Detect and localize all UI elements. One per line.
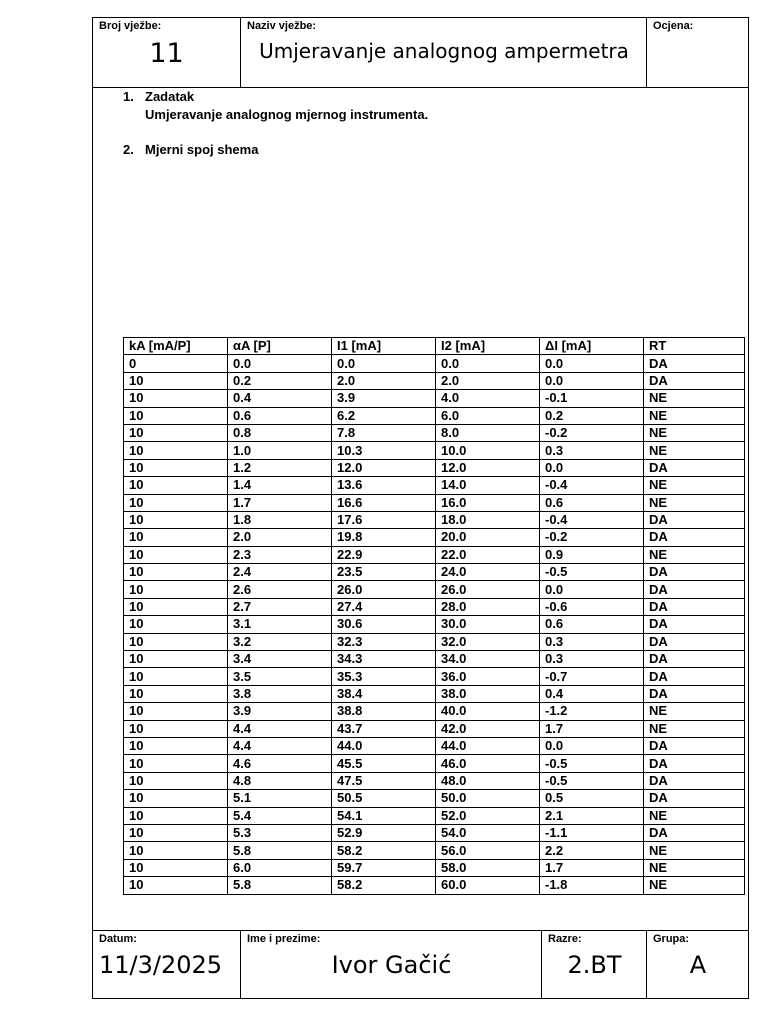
table-cell: -0.5 xyxy=(540,755,644,772)
header-row xyxy=(93,18,748,88)
worksheet-frame xyxy=(92,17,749,999)
table-cell: 3.2 xyxy=(228,633,332,650)
table-cell: 10 xyxy=(124,651,228,668)
ime-label: Ime i prezime: xyxy=(247,933,321,945)
table-cell: 3.8 xyxy=(228,685,332,702)
table-cell: 4.4 xyxy=(228,737,332,754)
table-row xyxy=(124,598,745,615)
column-header: ΔI [mA] xyxy=(540,338,644,355)
table-cell: -0.4 xyxy=(540,511,644,528)
table-cell: DA xyxy=(644,511,745,528)
table-cell: DA xyxy=(644,598,745,615)
table-cell: 1.0 xyxy=(228,442,332,459)
table-body xyxy=(124,355,745,894)
naziv-value: Umjeravanje analognog ampermetra xyxy=(259,39,629,63)
table-cell: 0.3 xyxy=(540,651,644,668)
table-row xyxy=(124,390,745,407)
table-cell: 45.5 xyxy=(332,755,436,772)
table-row xyxy=(124,807,745,824)
column-header: I2 [mA] xyxy=(436,338,540,355)
table-cell: 10 xyxy=(124,564,228,581)
table-cell: 10.0 xyxy=(436,442,540,459)
table-cell: DA xyxy=(644,633,745,650)
broj-label: Broj vježbe: xyxy=(99,20,162,32)
table-cell: 38.0 xyxy=(436,685,540,702)
table-cell: 10 xyxy=(124,720,228,737)
table-cell: 5.3 xyxy=(228,824,332,841)
table-cell: 10 xyxy=(124,685,228,702)
table-cell: 6.0 xyxy=(436,407,540,424)
table-cell: 13.6 xyxy=(332,477,436,494)
table-cell: 1.7 xyxy=(540,720,644,737)
table-cell: 3.4 xyxy=(228,651,332,668)
table-cell: 5.8 xyxy=(228,842,332,859)
table-cell: 10 xyxy=(124,407,228,424)
table-row xyxy=(124,703,745,720)
datum-cell xyxy=(93,931,240,999)
table-cell: NE xyxy=(644,407,745,424)
table-cell: 10 xyxy=(124,477,228,494)
ime-value: Ivor Gačić xyxy=(331,951,452,979)
table-cell: NE xyxy=(644,442,745,459)
table-cell: 0.0 xyxy=(540,581,644,598)
task-number: 1. xyxy=(123,89,134,104)
table-cell: NE xyxy=(644,546,745,563)
table-row xyxy=(124,668,745,685)
table-row xyxy=(124,529,745,546)
table-cell: 22.9 xyxy=(332,546,436,563)
table-cell: 47.5 xyxy=(332,772,436,789)
table-cell: 3.9 xyxy=(228,703,332,720)
table-row xyxy=(124,424,745,441)
grupa-label: Grupa: xyxy=(653,933,690,945)
table-cell: 30.6 xyxy=(332,616,436,633)
table-cell: DA xyxy=(644,581,745,598)
table-cell: NE xyxy=(644,703,745,720)
broj-cell xyxy=(93,18,240,87)
table-cell: 10 xyxy=(124,703,228,720)
table-cell: 24.0 xyxy=(436,564,540,581)
table-cell: DA xyxy=(644,685,745,702)
grupa-cell xyxy=(646,931,748,999)
table-row xyxy=(124,616,745,633)
table-row xyxy=(124,651,745,668)
table-row xyxy=(124,355,745,372)
table-cell: 0.6 xyxy=(540,616,644,633)
table-row xyxy=(124,477,745,494)
broj-value: 11 xyxy=(149,38,184,69)
task-number: 2. xyxy=(123,142,134,157)
table-cell: 23.5 xyxy=(332,564,436,581)
table-cell: DA xyxy=(644,651,745,668)
task-item xyxy=(123,89,428,122)
table-cell: 2.2 xyxy=(540,842,644,859)
table-cell: 0.4 xyxy=(228,390,332,407)
table-cell: 10 xyxy=(124,459,228,476)
table-cell: -0.2 xyxy=(540,529,644,546)
table-cell: 58.2 xyxy=(332,842,436,859)
table-cell: 10 xyxy=(124,737,228,754)
table-row xyxy=(124,407,745,424)
table-row xyxy=(124,564,745,581)
table-cell: DA xyxy=(644,790,745,807)
razred-cell xyxy=(541,931,646,999)
table-cell: 7.8 xyxy=(332,424,436,441)
table-cell: 32.0 xyxy=(436,633,540,650)
table-cell: 18.0 xyxy=(436,511,540,528)
table-cell: 10 xyxy=(124,824,228,841)
table-cell: 35.3 xyxy=(332,668,436,685)
table-cell: NE xyxy=(644,477,745,494)
table-cell: 16.0 xyxy=(436,494,540,511)
table-cell: NE xyxy=(644,877,745,894)
table-cell: 54.1 xyxy=(332,807,436,824)
table-cell: 2.6 xyxy=(228,581,332,598)
table-cell: 42.0 xyxy=(436,720,540,737)
table-cell: 10 xyxy=(124,598,228,615)
table-cell: 0.0 xyxy=(540,372,644,389)
table-cell: 26.0 xyxy=(436,581,540,598)
table-cell: 8.0 xyxy=(436,424,540,441)
table-cell: 2.0 xyxy=(436,372,540,389)
table-cell: 10 xyxy=(124,511,228,528)
table-row xyxy=(124,511,745,528)
table-row xyxy=(124,720,745,737)
table-cell: 10.3 xyxy=(332,442,436,459)
table-cell: 58.2 xyxy=(332,877,436,894)
datum-value: 11/3/2025 xyxy=(99,951,223,979)
table-cell: 28.0 xyxy=(436,598,540,615)
table-cell: 0.0 xyxy=(332,355,436,372)
table-cell: 0.0 xyxy=(228,355,332,372)
table-cell: 0.4 xyxy=(540,685,644,702)
datum-label: Datum: xyxy=(99,933,137,945)
table-cell: 52.9 xyxy=(332,824,436,841)
table-cell: 14.0 xyxy=(436,477,540,494)
table-cell: 10 xyxy=(124,616,228,633)
table-row xyxy=(124,824,745,841)
table-cell: NE xyxy=(644,859,745,876)
table-cell: 48.0 xyxy=(436,772,540,789)
table-cell: -0.4 xyxy=(540,477,644,494)
table-cell: 0.8 xyxy=(228,424,332,441)
table-cell: 59.7 xyxy=(332,859,436,876)
table-cell: DA xyxy=(644,529,745,546)
table-row xyxy=(124,372,745,389)
table-cell: DA xyxy=(644,564,745,581)
table-cell: 38.4 xyxy=(332,685,436,702)
table-row xyxy=(124,790,745,807)
table-cell: 44.0 xyxy=(436,737,540,754)
table-cell: 34.0 xyxy=(436,651,540,668)
table-row xyxy=(124,859,745,876)
ime-cell xyxy=(240,931,541,999)
table-cell: 0.0 xyxy=(540,459,644,476)
table-cell: 0.3 xyxy=(540,442,644,459)
table-cell: 0.0 xyxy=(436,355,540,372)
table-cell: 4.0 xyxy=(436,390,540,407)
task-text: Umjeravanje analognog mjernog instrumenta. xyxy=(145,107,429,122)
table-cell: DA xyxy=(644,772,745,789)
table-cell: 0 xyxy=(124,355,228,372)
table-cell: 0.2 xyxy=(540,407,644,424)
ocjena-label: Ocjena: xyxy=(653,20,694,32)
table-cell: 40.0 xyxy=(436,703,540,720)
table-cell: 3.1 xyxy=(228,616,332,633)
table-cell: 38.8 xyxy=(332,703,436,720)
footer-row xyxy=(93,930,748,999)
grupa-value: A xyxy=(689,951,707,979)
table-cell: 10 xyxy=(124,581,228,598)
table-cell: 4.6 xyxy=(228,755,332,772)
table-cell: DA xyxy=(644,755,745,772)
table-cell: -1.8 xyxy=(540,877,644,894)
table-cell: 12.0 xyxy=(332,459,436,476)
table-cell: NE xyxy=(644,494,745,511)
table-cell: 16.6 xyxy=(332,494,436,511)
ocjena-cell xyxy=(646,18,748,87)
column-header: αA [P] xyxy=(228,338,332,355)
table-cell: 54.0 xyxy=(436,824,540,841)
table-cell: -0.6 xyxy=(540,598,644,615)
table-cell: 44.0 xyxy=(332,737,436,754)
table-cell: 26.0 xyxy=(332,581,436,598)
table-cell: 30.0 xyxy=(436,616,540,633)
table-cell: 1.2 xyxy=(228,459,332,476)
table-cell: 10 xyxy=(124,859,228,876)
table-cell: 19.8 xyxy=(332,529,436,546)
table-cell: 46.0 xyxy=(436,755,540,772)
table-cell: 43.7 xyxy=(332,720,436,737)
table-cell: 10 xyxy=(124,546,228,563)
table-cell: NE xyxy=(644,842,745,859)
table-cell: 10 xyxy=(124,390,228,407)
table-cell: DA xyxy=(644,668,745,685)
table-cell: 52.0 xyxy=(436,807,540,824)
table-cell: 0.2 xyxy=(228,372,332,389)
table-cell: 4.4 xyxy=(228,720,332,737)
table-cell: 10 xyxy=(124,755,228,772)
razred-value: 2.BT xyxy=(567,951,622,979)
table-header-row xyxy=(124,338,745,355)
table-cell: 10 xyxy=(124,772,228,789)
table-cell: 0.5 xyxy=(540,790,644,807)
table-row xyxy=(124,546,745,563)
table-cell: 1.4 xyxy=(228,477,332,494)
column-header: kA [mA/P] xyxy=(124,338,228,355)
table-row xyxy=(124,494,745,511)
table-cell: 0.0 xyxy=(540,355,644,372)
table-cell: -0.7 xyxy=(540,668,644,685)
table-cell: 2.1 xyxy=(540,807,644,824)
table-cell: 1.7 xyxy=(228,494,332,511)
table-cell: 2.4 xyxy=(228,564,332,581)
table-cell: 27.4 xyxy=(332,598,436,615)
table-row xyxy=(124,685,745,702)
table-cell: 6.0 xyxy=(228,859,332,876)
table-cell: 17.6 xyxy=(332,511,436,528)
table-cell: 0.9 xyxy=(540,546,644,563)
table-cell: 10 xyxy=(124,668,228,685)
table-cell: 10 xyxy=(124,442,228,459)
table-cell: 1.7 xyxy=(540,859,644,876)
table-cell: 50.5 xyxy=(332,790,436,807)
table-cell: 0.6 xyxy=(540,494,644,511)
table-row xyxy=(124,737,745,754)
table-cell: 1.8 xyxy=(228,511,332,528)
table-cell: -1.2 xyxy=(540,703,644,720)
table-cell: DA xyxy=(644,824,745,841)
naziv-label: Naziv vježbe: xyxy=(247,20,317,32)
table-cell: 32.3 xyxy=(332,633,436,650)
table-cell: 10 xyxy=(124,424,228,441)
table-cell: 56.0 xyxy=(436,842,540,859)
table-cell: NE xyxy=(644,720,745,737)
schematic-placeholder xyxy=(123,167,744,327)
column-header: RT xyxy=(644,338,745,355)
table-cell: 0.0 xyxy=(540,737,644,754)
table-cell: 3.5 xyxy=(228,668,332,685)
table-cell: 0.6 xyxy=(228,407,332,424)
measurement-table xyxy=(123,337,745,895)
table-row xyxy=(124,842,745,859)
table-cell: 2.0 xyxy=(332,372,436,389)
table-cell: 50.0 xyxy=(436,790,540,807)
table-cell: 3.9 xyxy=(332,390,436,407)
table-cell: 36.0 xyxy=(436,668,540,685)
table-cell: DA xyxy=(644,372,745,389)
content-area xyxy=(93,87,748,930)
table-cell: NE xyxy=(644,807,745,824)
table-cell: 5.1 xyxy=(228,790,332,807)
table-row xyxy=(124,633,745,650)
table-cell: 22.0 xyxy=(436,546,540,563)
table-cell: 10 xyxy=(124,372,228,389)
table-cell: 5.8 xyxy=(228,877,332,894)
table-row xyxy=(124,877,745,894)
table-cell: -0.5 xyxy=(540,772,644,789)
table-cell: 5.4 xyxy=(228,807,332,824)
column-header: I1 [mA] xyxy=(332,338,436,355)
table-cell: DA xyxy=(644,355,745,372)
table-cell: DA xyxy=(644,459,745,476)
table-cell: DA xyxy=(644,616,745,633)
table-row xyxy=(124,459,745,476)
table-row xyxy=(124,772,745,789)
table-cell: 2.7 xyxy=(228,598,332,615)
table-cell: -0.5 xyxy=(540,564,644,581)
table-cell: NE xyxy=(644,390,745,407)
table-cell: -0.1 xyxy=(540,390,644,407)
table-cell: 0.3 xyxy=(540,633,644,650)
table-cell: 10 xyxy=(124,842,228,859)
table-cell: 60.0 xyxy=(436,877,540,894)
table-row xyxy=(124,442,745,459)
table-cell: 4.8 xyxy=(228,772,332,789)
task-title: Zadatak xyxy=(145,89,195,104)
razred-label: Razre: xyxy=(548,933,582,945)
table-cell: 2.3 xyxy=(228,546,332,563)
table-cell: 10 xyxy=(124,633,228,650)
task-title: Mjerni spoj shema xyxy=(145,142,259,157)
table-row xyxy=(124,581,745,598)
table-cell: 10 xyxy=(124,494,228,511)
table-cell: 2.0 xyxy=(228,529,332,546)
table-cell: 10 xyxy=(124,807,228,824)
table-cell: 34.3 xyxy=(332,651,436,668)
table-cell: NE xyxy=(644,424,745,441)
table-cell: 6.2 xyxy=(332,407,436,424)
table-row xyxy=(124,755,745,772)
naziv-cell xyxy=(240,18,646,87)
table-cell: 20.0 xyxy=(436,529,540,546)
table-cell: 10 xyxy=(124,529,228,546)
task-item xyxy=(123,142,258,157)
table-cell: 10 xyxy=(124,790,228,807)
table-cell: 58.0 xyxy=(436,859,540,876)
table-cell: DA xyxy=(644,737,745,754)
table-cell: 10 xyxy=(124,877,228,894)
table-cell: -1.1 xyxy=(540,824,644,841)
table-cell: 12.0 xyxy=(436,459,540,476)
table-cell: -0.2 xyxy=(540,424,644,441)
